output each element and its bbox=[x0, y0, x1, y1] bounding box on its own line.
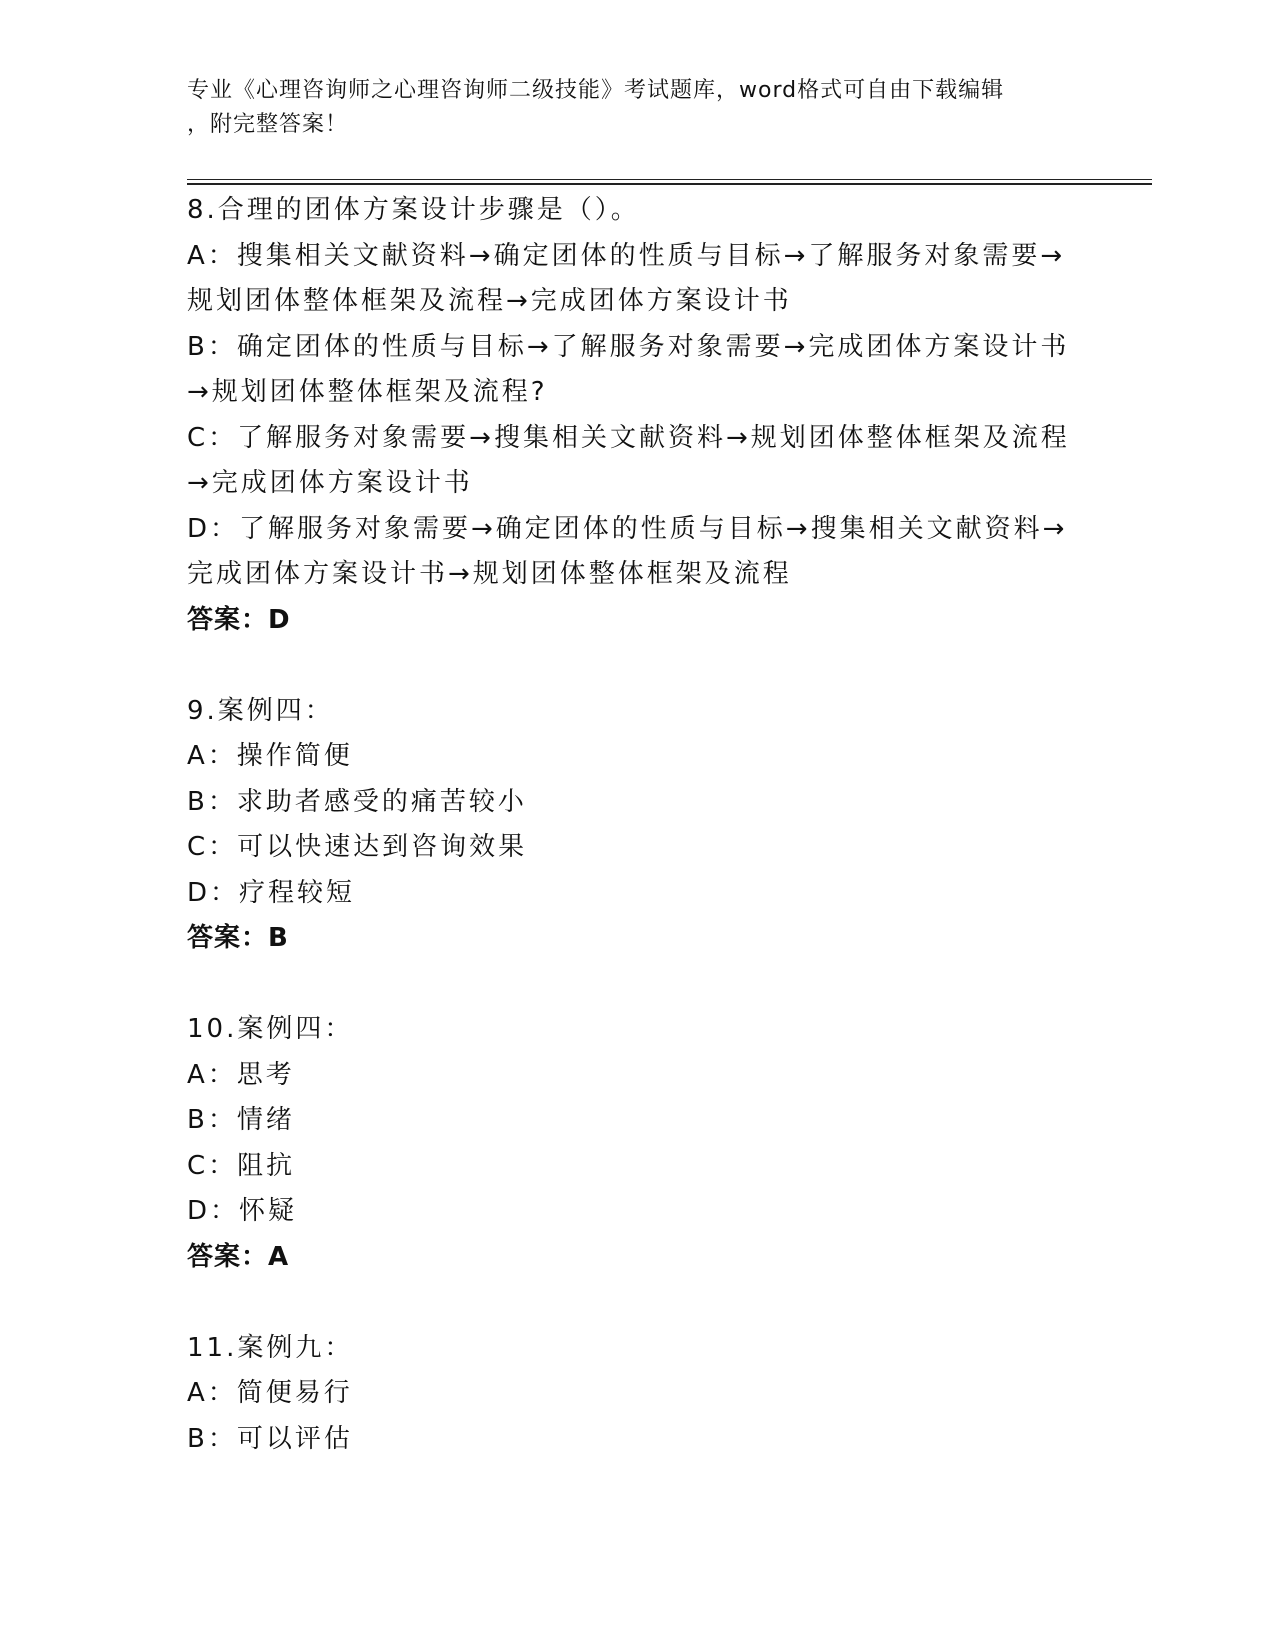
header-divider-bottom bbox=[187, 183, 1152, 185]
option-line: A：搜集相关文献资料→确定团体的性质与目标→了解服务对象需要→ bbox=[187, 240, 1066, 271]
option-line: C：可以快速达到咨询效果 bbox=[187, 832, 528, 862]
option-line: B：确定团体的性质与目标→了解服务对象需要→完成团体方案设计书 bbox=[187, 331, 1070, 362]
answer-line: 答案：B bbox=[187, 923, 289, 953]
header-line-2: ，附完整答案！ bbox=[187, 112, 349, 137]
question-11 bbox=[187, 1326, 1087, 1463]
option-line: A：简便易行 bbox=[187, 1378, 353, 1408]
option-line: B：求助者感受的痛苦较小 bbox=[187, 786, 527, 817]
option-line: →完成团体方案设计书 bbox=[187, 468, 473, 498]
option-line: D：怀疑 bbox=[187, 1196, 298, 1226]
question-9 bbox=[187, 689, 1087, 962]
question-list bbox=[187, 188, 1087, 1462]
option-line: A：操作简便 bbox=[187, 741, 353, 771]
option-line: →规划团体整体框架及流程? bbox=[187, 377, 548, 407]
question-spacer bbox=[187, 1280, 1087, 1326]
option-line: D：了解服务对象需要→确定团体的性质与目标→搜集相关文献资料→ bbox=[187, 513, 1068, 544]
document-header bbox=[187, 74, 1087, 142]
question-title: 9.案例四： bbox=[187, 695, 334, 726]
header-divider-top bbox=[187, 179, 1152, 180]
option-line: D：疗程较短 bbox=[187, 877, 356, 908]
option-line: C：阻抗 bbox=[187, 1150, 296, 1181]
option-line: 规划团体整体框架及流程→完成团体方案设计书 bbox=[187, 286, 792, 316]
question-spacer bbox=[187, 962, 1087, 1008]
question-10 bbox=[187, 1007, 1087, 1280]
option-line: B：可以评估 bbox=[187, 1423, 353, 1454]
answer-line: 答案：D bbox=[187, 604, 291, 635]
option-line: 完成团体方案设计书→规划团体整体框架及流程 bbox=[187, 559, 792, 589]
question-title: 11.案例九： bbox=[187, 1332, 354, 1363]
question-title: 10.案例四： bbox=[187, 1014, 354, 1044]
question-8 bbox=[187, 188, 1087, 643]
option-line: C：了解服务对象需要→搜集相关文献资料→规划团体整体框架及流程 bbox=[187, 422, 1070, 453]
header-line-1: 专业《心理咨询师之心理咨询师二级技能》考试题库，word格式可自由下载编辑 bbox=[187, 78, 1005, 103]
question-spacer bbox=[187, 643, 1087, 689]
option-line: B：情绪 bbox=[187, 1105, 295, 1135]
option-line: A：思考 bbox=[187, 1059, 295, 1090]
answer-line: 答案：A bbox=[187, 1241, 290, 1272]
question-title: 8.合理的团体方案设计步骤是（）。 bbox=[187, 195, 640, 225]
